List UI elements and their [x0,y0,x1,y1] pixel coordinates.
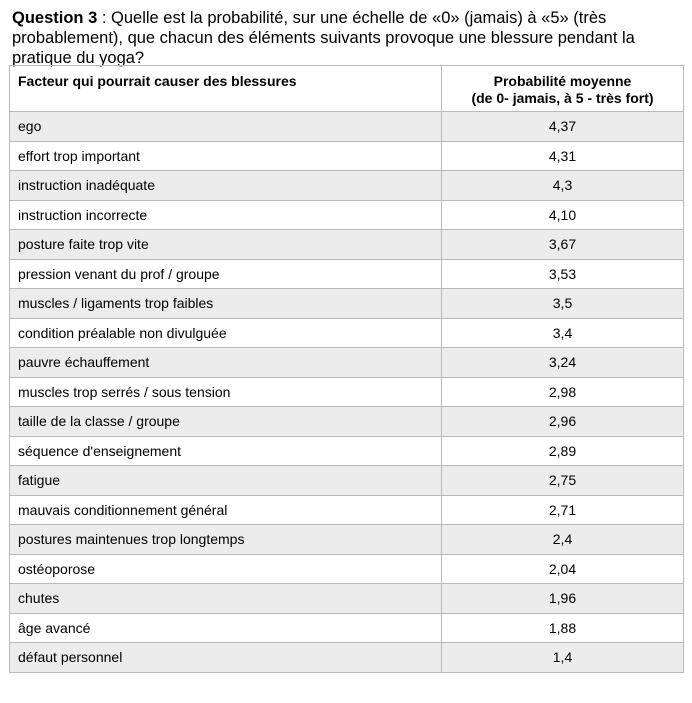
table-row [10,171,684,201]
probability-cell: 4,10 [442,200,684,230]
question-text [12,8,688,68]
table-body [10,112,684,673]
factor-cell: condition préalable non divulguée [10,318,442,348]
factor-cell: instruction inadéquate [10,171,442,201]
table-row [10,407,684,437]
table-row [10,466,684,496]
probability-cell: 4,3 [442,171,684,201]
table-row [10,200,684,230]
factor-cell: muscles / ligaments trop faibles [10,289,442,319]
header-probability-line2: (de 0- jamais, à 5 - très fort) [471,90,654,106]
probability-cell: 3,67 [442,230,684,260]
probability-cell: 2,98 [442,377,684,407]
probability-cell: 2,71 [442,495,684,525]
probability-cell: 1,4 [442,643,684,673]
header-factor: Facteur qui pourrait causer des blessures [10,66,442,112]
factor-cell: ego [10,112,442,142]
factor-cell: défaut personnel [10,643,442,673]
probability-cell: 2,04 [442,554,684,584]
table-row [10,289,684,319]
probability-cell: 3,53 [442,259,684,289]
table-row [10,141,684,171]
factor-cell: posture faite trop vite [10,230,442,260]
table-row [10,525,684,555]
table-row [10,318,684,348]
table-header-row [10,66,684,112]
table-row [10,112,684,142]
probability-cell: 3,5 [442,289,684,319]
table-row [10,554,684,584]
factor-cell: mauvais conditionnement général [10,495,442,525]
table-row [10,348,684,378]
header-probability [442,66,684,112]
factor-cell: effort trop important [10,141,442,171]
question-body: : Quelle est la probabilité, sur une échelle de «0» (jamais) à «5» (très probablement), que chacun des éléments suivants provoque une blessure pendant la pratique du yoga? [12,9,635,67]
probability-cell: 4,37 [442,112,684,142]
table-row [10,436,684,466]
table-row [10,643,684,673]
factor-cell: taille de la classe / groupe [10,407,442,437]
table-row [10,230,684,260]
factor-cell: postures maintenues trop longtemps [10,525,442,555]
factor-cell: pression venant du prof / groupe [10,259,442,289]
table-row [10,495,684,525]
probability-cell: 2,89 [442,436,684,466]
probability-cell: 3,4 [442,318,684,348]
factor-cell: fatigue [10,466,442,496]
table-row [10,613,684,643]
factor-cell: instruction incorrecte [10,200,442,230]
probability-cell: 2,96 [442,407,684,437]
factor-cell: ostéoporose [10,554,442,584]
probability-cell: 1,96 [442,584,684,614]
question-label: Question 3 [12,9,98,27]
factor-cell: chutes [10,584,442,614]
probability-cell: 3,24 [442,348,684,378]
table-row [10,584,684,614]
table-row [10,259,684,289]
probability-cell: 2,75 [442,466,684,496]
probability-cell: 4,31 [442,141,684,171]
results-table [9,65,684,673]
probability-cell: 2,4 [442,525,684,555]
factor-cell: séquence d'enseignement [10,436,442,466]
table-row [10,377,684,407]
factor-cell: pauvre échauffement [10,348,442,378]
header-probability-line1: Probabilité moyenne [493,73,632,89]
factor-cell: muscles trop serrés / sous tension [10,377,442,407]
probability-cell: 1,88 [442,613,684,643]
factor-cell: âge avancé [10,613,442,643]
